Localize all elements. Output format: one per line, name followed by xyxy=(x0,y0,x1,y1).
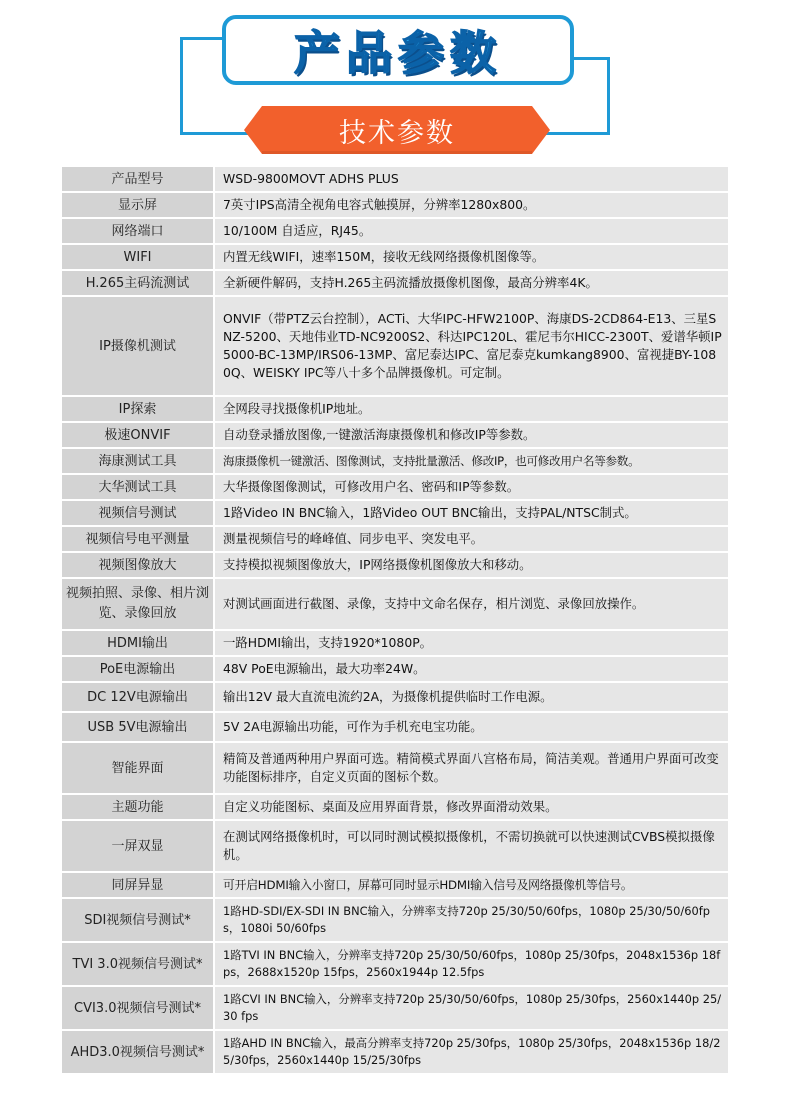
spec-label: WIFI xyxy=(62,245,215,269)
table-row xyxy=(62,527,728,551)
spec-value: 自定义功能图标、桌面及应用界面背景，修改界面滑动效果。 xyxy=(215,795,728,819)
table-row xyxy=(62,821,728,871)
spec-label: USB 5V电源输出 xyxy=(62,713,215,741)
table-row xyxy=(62,987,728,1029)
spec-value: 1路AHD IN BNC输入，最高分辨率支持720p 25/30fps，1080p 25/30fps，2048x1536p 18/25/30fps，2560x1440p 15/25/30fps xyxy=(215,1031,728,1073)
header-frame-top-line xyxy=(180,37,224,40)
table-row xyxy=(62,1031,728,1073)
spec-label: IP摄像机测试 xyxy=(62,297,215,395)
spec-value: 一路HDMI输出，支持1920*1080P。 xyxy=(215,631,728,655)
table-row xyxy=(62,193,728,217)
spec-label: 主题功能 xyxy=(62,795,215,819)
spec-label: IP探索 xyxy=(62,397,215,421)
spec-value: 7英寸IPS高清全视角电容式触摸屏，分辨率1280x800。 xyxy=(215,193,728,217)
spec-label: H.265主码流测试 xyxy=(62,271,215,295)
spec-value: 1路TVI IN BNC输入，分辨率支持720p 25/30/50/60fps，1080p 25/30fps，2048x1536p 18fps，2688x1520p 15fps，2560x1944p 12.5fps xyxy=(215,943,728,985)
spec-label: 同屏异显 xyxy=(62,873,215,897)
spec-value: 大华摄像图像测试，可修改用户名、密码和IP等参数。 xyxy=(215,475,728,499)
spec-label: 极速ONVIF xyxy=(62,423,215,447)
table-row xyxy=(62,219,728,243)
spec-label: CVI3.0视频信号测试* xyxy=(62,987,215,1029)
table-row xyxy=(62,795,728,819)
spec-label: 海康测试工具 xyxy=(62,449,215,473)
table-row xyxy=(62,713,728,741)
spec-value: 输出12V 最大直流电流约2A，为摄像机提供临时工作电源。 xyxy=(215,683,728,711)
table-row xyxy=(62,899,728,941)
spec-value: 海康摄像机一键激活、图像测试，支持批量激活、修改IP，也可修改用户名等参数。 xyxy=(215,449,728,473)
spec-value: 全新硬件解码，支持H.265主码流播放摄像机图像，最高分辨率4K。 xyxy=(215,271,728,295)
header-frame-right-line xyxy=(607,57,610,135)
spec-value: 5V 2A电源输出功能，可作为手机充电宝功能。 xyxy=(215,713,728,741)
spec-value: 48V PoE电源输出，最大功率24W。 xyxy=(215,657,728,681)
spec-label: 产品型号 xyxy=(62,167,215,191)
spec-value: 支持模拟视频图像放大，IP网络摄像机图像放大和移动。 xyxy=(215,553,728,577)
spec-label: PoE电源输出 xyxy=(62,657,215,681)
table-row xyxy=(62,245,728,269)
spec-value: 在测试网络摄像机时，可以同时测试模拟摄像机，不需切换就可以快速测试CVBS模拟摄像机。 xyxy=(215,821,728,871)
spec-label: 视频拍照、录像、相片浏览、录像回放 xyxy=(62,579,215,629)
spec-value: 对测试画面进行截图、录像，支持中文命名保存，相片浏览、录像回放操作。 xyxy=(215,579,728,629)
table-row xyxy=(62,423,728,447)
spec-label: 大华测试工具 xyxy=(62,475,215,499)
table-row xyxy=(62,579,728,629)
table-row xyxy=(62,943,728,985)
table-row xyxy=(62,167,728,191)
spec-value: 内置无线WIFI，速率150M，接收无线网络摄像机图像等。 xyxy=(215,245,728,269)
spec-value: 测量视频信号的峰峰值、同步电平、突发电平。 xyxy=(215,527,728,551)
table-row xyxy=(62,873,728,897)
spec-value: WSD-9800MOVT ADHS PLUS xyxy=(215,167,728,191)
page-subtitle: 技术参数 xyxy=(339,117,455,149)
table-row xyxy=(62,501,728,525)
spec-label: DC 12V电源输出 xyxy=(62,683,215,711)
spec-label: TVI 3.0视频信号测试* xyxy=(62,943,215,985)
spec-value: 自动登录播放图像,一键激活海康摄像机和修改IP等参数。 xyxy=(215,423,728,447)
table-row xyxy=(62,683,728,711)
title-banner xyxy=(222,15,574,85)
spec-label: AHD3.0视频信号测试* xyxy=(62,1031,215,1073)
table-row xyxy=(62,297,728,395)
header-frame-left-line xyxy=(180,37,183,135)
table-row xyxy=(62,631,728,655)
spec-label: 视频图像放大 xyxy=(62,553,215,577)
spec-value: 精简及普通两种用户界面可选。精简模式界面八宫格布局，简洁美观。普通用户界面可改变功能图标排序，自定义页面的图标个数。 xyxy=(215,743,728,793)
header-frame-right-top-line xyxy=(572,57,610,60)
spec-value: 可开启HDMI输入小窗口，屏幕可同时显示HDMI输入信号及网络摄像机等信号。 xyxy=(215,873,728,897)
table-row xyxy=(62,553,728,577)
spec-table xyxy=(62,165,728,1075)
spec-label: 显示屏 xyxy=(62,193,215,217)
spec-label: 一屏双显 xyxy=(62,821,215,871)
spec-label: SDI视频信号测试* xyxy=(62,899,215,941)
spec-label: 智能界面 xyxy=(62,743,215,793)
table-row xyxy=(62,397,728,421)
table-row xyxy=(62,475,728,499)
spec-value: 1路HD-SDI/EX-SDI IN BNC输入，分辨率支持720p 25/30/50/60fps，1080p 25/30/50/60fps，1080i 50/60fps xyxy=(215,899,728,941)
table-row xyxy=(62,657,728,681)
subtitle-banner xyxy=(262,106,532,154)
table-row xyxy=(62,271,728,295)
spec-label: HDMI输出 xyxy=(62,631,215,655)
table-row xyxy=(62,743,728,793)
spec-value: 全网段寻找摄像机IP地址。 xyxy=(215,397,728,421)
table-row xyxy=(62,449,728,473)
spec-label: 视频信号测试 xyxy=(62,501,215,525)
spec-label: 视频信号电平测量 xyxy=(62,527,215,551)
page-title: 产品参数 xyxy=(294,26,502,80)
spec-label: 网络端口 xyxy=(62,219,215,243)
spec-value: 1路CVI IN BNC输入，分辨率支持720p 25/30/50/60fps，1080p 25/30fps，2560x1440p 25/30 fps xyxy=(215,987,728,1029)
spec-value: 10/100M 自适应，RJ45。 xyxy=(215,219,728,243)
spec-value: 1路Video IN BNC输入，1路Video OUT BNC输出，支持PAL/NTSC制式。 xyxy=(215,501,728,525)
spec-value: ONVIF（带PTZ云台控制），ACTi、大华IPC-HFW2100P、海康DS-2CD864-E13、三星SNZ-5200、天地伟业TD-NC9200S2、科达IPC120L、霍尼韦尔HICC-2300T、爱谱华顿IP5000-BC-13MP/IRS06-13MP、富尼泰达IPC、富尼泰克kumkang8900、富视捷BY-1080Q、WEISKY IPC等八十多个品牌摄像机。可定制。 xyxy=(215,297,728,395)
